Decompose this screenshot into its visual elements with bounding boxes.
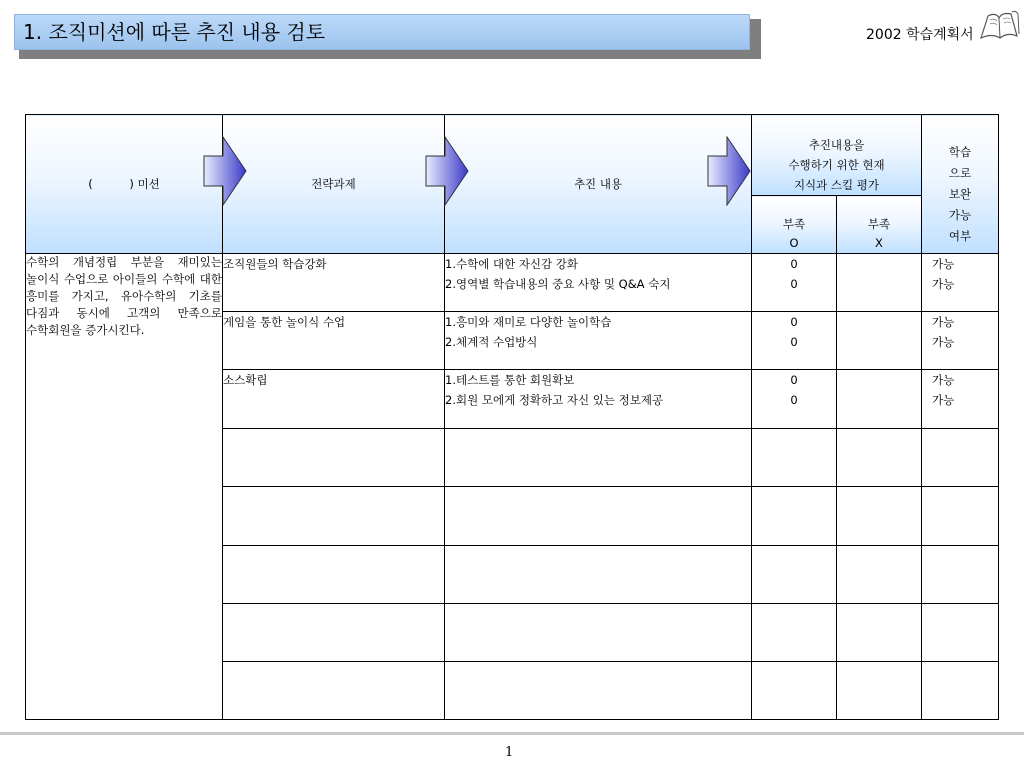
strategy-cell: 게임을 통한 놀이식 수업 [223, 312, 445, 370]
evaluation-header-label: 추진내용을 수행하기 위한 현재 지식과 스킬 평가 [788, 138, 885, 192]
learning-header-label: 학습 으로 보완 가능 여부 [948, 145, 972, 243]
eval-value: 0 [790, 277, 798, 291]
strategy-cell: 소스확립 [223, 370, 445, 429]
eval-value: 0 [790, 315, 798, 329]
mission-header-label: ( ) 미션 [88, 177, 160, 191]
eval-o-label: 부족 O [782, 217, 806, 250]
content-line: 1.수학에 대한 자신감 강화 [445, 257, 579, 271]
header-eval-o [752, 196, 837, 254]
content-line: 2.회원 모에게 정확하고 자신 있는 정보제공 [445, 393, 664, 407]
learning-value: 가능 [932, 277, 955, 291]
content-header-label: 추진 내용 [573, 177, 623, 191]
eval-value: 0 [790, 393, 798, 407]
arrow-right-icon [425, 136, 469, 206]
document-title: 2002 학습계획서 [866, 27, 974, 43]
strategy-cell: 조직원들의 학습강화 [223, 254, 445, 312]
page-title: 1. 조직미션에 따른 추진 내용 검토 [23, 20, 326, 44]
footer-divider [0, 732, 1024, 735]
header-strategy [223, 115, 445, 254]
learning-cell [922, 370, 999, 429]
header-learning [922, 115, 999, 254]
strategy-header-label: 전략과제 [311, 177, 356, 191]
learning-cell [922, 254, 999, 312]
content-cell [445, 370, 752, 429]
learning-value: 가능 [932, 257, 955, 271]
eval-o-cell [752, 312, 837, 370]
header-mission [26, 115, 223, 254]
eval-x-cell [837, 312, 922, 370]
eval-x-cell [837, 370, 922, 429]
eval-value: 0 [790, 257, 798, 271]
eval-o-cell [752, 370, 837, 429]
mission-text: 수학의 개념정립 부분을 재미있는 놀이식 수업으로 아이들의 수학에 대한 흥미를 가지고, 유아수학의 기초를 다짐과 동시에 고객의 만족으로 수학회원을 증가시킨다. [26, 254, 223, 720]
title-bar [14, 14, 750, 50]
learning-value: 가능 [932, 373, 955, 387]
eval-o-cell [752, 254, 837, 312]
content-line: 2.영역별 학습내용의 중요 사항 및 Q&A 숙지 [445, 277, 671, 291]
learning-value: 가능 [932, 393, 955, 407]
header-evaluation [752, 115, 922, 196]
arrow-right-icon [203, 136, 247, 206]
eval-x-cell [837, 254, 922, 312]
learning-cell [922, 312, 999, 370]
content-cell [445, 254, 752, 312]
eval-value: 0 [790, 373, 798, 387]
open-book-icon [978, 8, 1020, 44]
content-cell [445, 312, 752, 370]
mission-plan-table [25, 114, 999, 720]
content-line: 1.흥미와 재미로 다양한 놀이학습 [445, 315, 612, 329]
header-eval-x [837, 196, 922, 254]
content-line: 2.체계적 수업방식 [445, 335, 538, 349]
eval-x-label: 부족 X [867, 217, 891, 250]
content-line: 1.테스트를 통한 회원확보 [445, 373, 575, 387]
learning-value: 가능 [932, 335, 955, 349]
table-row [26, 254, 999, 312]
learning-value: 가능 [932, 315, 955, 329]
eval-value: 0 [790, 335, 798, 349]
header-content [445, 115, 752, 254]
arrow-right-icon [707, 136, 751, 206]
page-number: 1 [505, 745, 514, 760]
